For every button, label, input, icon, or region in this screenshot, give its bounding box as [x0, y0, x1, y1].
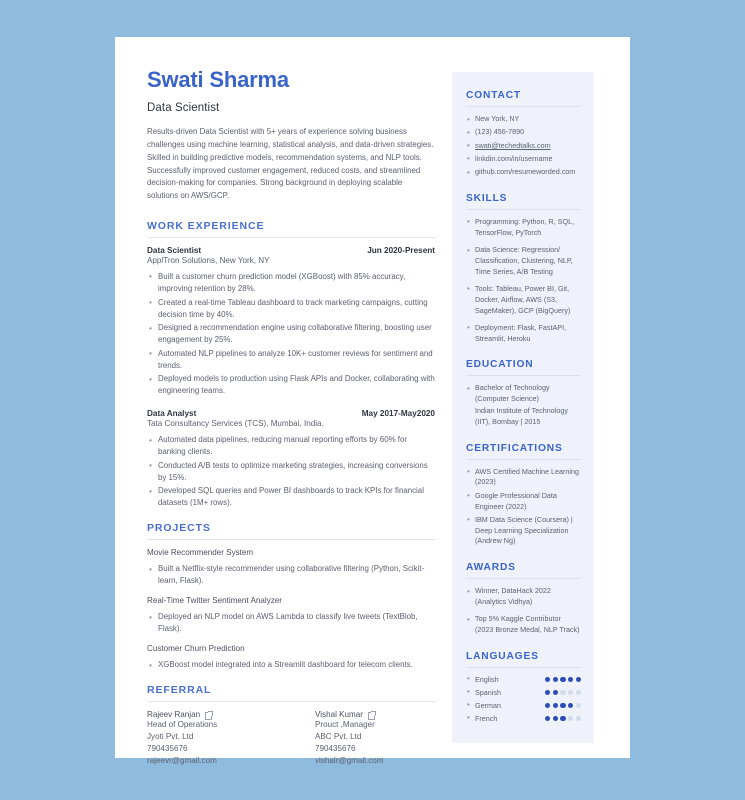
job-date-range: Jun 2020-Present	[367, 245, 435, 255]
skill-item: • Programming: Python, R, SQL, TensorFlow, PyTorch	[466, 217, 581, 239]
language-name: • French	[475, 713, 498, 723]
referral-email[interactable]: rajeevr@gmail.com	[147, 755, 217, 765]
contact-item: • (123) 456-7890	[466, 127, 581, 138]
job-role: Data Analyst	[147, 409, 197, 419]
project-entry	[147, 548, 435, 587]
sidebar-divider	[466, 106, 581, 107]
section-heading-projects: PROJECTS	[147, 522, 211, 535]
referral-entry	[147, 710, 291, 766]
language-row	[466, 675, 581, 684]
sidebar-divider	[466, 459, 581, 460]
proficiency-dot-filled	[560, 677, 565, 682]
skills-list	[466, 217, 581, 344]
referral-list	[147, 710, 435, 766]
project-name: Movie Recommender System	[147, 548, 254, 558]
job-company: Tata Consultancy Services (TCS), Mumbai, India.	[147, 419, 324, 429]
section-divider	[147, 701, 435, 702]
list-item: • Designed a recommendation engine using collaborative filtering, boosting user engagement by 25%.	[147, 322, 435, 346]
proficiency-dot-filled	[545, 703, 550, 708]
education-degree: Bachelor of Technology (Computer Science)	[475, 383, 550, 404]
education-item	[466, 383, 581, 427]
skill-item: • Tools: Tableau, Power BI, Git, Docker, Airflow, AWS (S3, SageMaker), GCP (BigQuery)	[466, 284, 581, 316]
contact-list	[466, 114, 581, 178]
list-item: • Automated data pipelines, reducing manual reporting efforts by 60% for banking clients.	[147, 434, 435, 458]
work-experience-entry	[147, 409, 435, 509]
sidebar-panel	[452, 72, 594, 743]
sidebar-heading-certifications: CERTIFICATIONS	[466, 442, 563, 454]
projects-list	[147, 548, 435, 671]
proficiency-dot-filled	[560, 703, 565, 708]
sidebar-heading-skills: SKILLS	[466, 192, 508, 204]
sidebar-heading-awards: AWARDS	[466, 562, 516, 574]
resume-document	[115, 37, 630, 765]
language-row	[466, 688, 581, 697]
language-proficiency-dots	[545, 690, 581, 695]
proficiency-dot-filled	[553, 716, 558, 721]
sidebar-divider	[466, 375, 581, 376]
proficiency-dot-filled	[576, 677, 581, 682]
job-date-range: May 2017-May2020	[361, 409, 435, 419]
awards-list	[466, 586, 581, 636]
language-proficiency-dots	[545, 716, 581, 721]
proficiency-dot-empty	[576, 703, 581, 708]
proficiency-dot-empty	[568, 716, 573, 721]
proficiency-dot-filled	[568, 703, 573, 708]
sidebar-heading-languages: LANGUAGES	[466, 650, 539, 662]
section-heading-work-experience: WORK EXPERIENCE	[147, 219, 265, 232]
list-item: • Built a customer churn prediction model (XGBoost) with 85% accuracy, improving retention by 28%.	[147, 271, 435, 295]
sidebar-divider	[466, 209, 581, 210]
proficiency-dot-empty	[576, 690, 581, 695]
award-item: • Winner, DataHack 2022 (Analytics Vidhya)	[466, 586, 581, 608]
language-name: • German	[475, 700, 501, 710]
certification-item: • IBM Data Science (Coursera) | Deep Learning Specialization (Andrew Ng)	[466, 515, 581, 547]
proficiency-dot-filled	[545, 690, 550, 695]
skill-item: • Data Science: Regression/ Classification, Clustering, NLP, Time Series, A/B Testing	[466, 245, 581, 277]
proficiency-dot-filled	[545, 677, 550, 682]
certification-item: • Google Professional Data Engineer (2022)	[466, 491, 581, 513]
referral-company: Jyoti Pvt. Ltd	[147, 732, 194, 742]
referral-name-row	[315, 710, 435, 719]
section-divider	[147, 237, 435, 238]
main-content-column	[115, 37, 452, 765]
certification-item: • AWS Certified Machine Learning (2023)	[466, 467, 581, 489]
skill-item: • Deployment: Flask, FastAPI, Streamlit, Heroku	[466, 323, 581, 345]
candidate-name: Swati Sharma	[147, 67, 289, 92]
referral-role: Head of Operations	[147, 720, 218, 730]
contact-item: • linkdin.com/in/username	[466, 154, 581, 165]
project-entry	[147, 596, 435, 635]
job-company: ApplTron Solutions, New York, NY	[147, 255, 270, 265]
certifications-list	[466, 467, 581, 548]
list-item: • Created a real-time Tableau dashboard to track marketing campaigns, cutting decision time by 40%.	[147, 297, 435, 321]
section-divider	[147, 539, 435, 540]
sidebar-column	[452, 37, 630, 758]
proficiency-dot-empty	[568, 690, 573, 695]
referral-phone: 790435676	[147, 743, 188, 753]
sidebar-divider	[466, 578, 581, 579]
proficiency-dot-filled	[553, 677, 558, 682]
contact-item: • github.com/resumeworded.com	[466, 167, 581, 178]
project-name: Customer Churn Prediction	[147, 644, 245, 654]
list-item: • Automated NLP pipelines to analyze 10K+ customer reviews for sentiment and trends.	[147, 348, 435, 372]
professional-summary: Results-driven Data Scientist with 5+ years of experience solving business challenges using machine learning, statistical analysis, and data-driven strategies. Skilled in building predictive models, recommendation systems, and NLP tools. Successfully improved customer engagement, reduced costs, and streamlined decision-making for companies. Strong background in deploying scalable solutions on AWS/GCP.	[147, 127, 434, 201]
languages-list	[466, 675, 581, 723]
referral-role: Prouct ,Manager	[315, 720, 375, 730]
proficiency-dot-filled	[560, 716, 565, 721]
referral-name: Rajeev Ranjan	[147, 710, 201, 720]
work-experience-list	[147, 246, 435, 509]
list-item: • Deployed models to production using Flask APIs and Docker, collaborating with engineering teams.	[147, 373, 435, 397]
proficiency-dot-filled	[545, 716, 550, 721]
external-link-icon[interactable]	[205, 711, 212, 718]
language-proficiency-dots	[545, 677, 581, 682]
job-header-row	[147, 246, 435, 255]
referral-name: Vishal Kumar	[315, 710, 363, 720]
language-name: • Spanish	[475, 687, 501, 697]
sidebar-divider	[466, 667, 581, 668]
education-list	[466, 383, 581, 427]
job-role: Data Scientist	[147, 245, 202, 255]
language-name: • English	[475, 674, 499, 684]
referral-phone: 790435676	[315, 743, 356, 753]
referral-email[interactable]: vishalr@gmail.com	[315, 755, 384, 765]
list-item: • Conducted A/B tests to optimize marketing strategies, increasing conversions by 15%.	[147, 460, 435, 484]
proficiency-dot-empty	[576, 716, 581, 721]
language-row	[466, 714, 581, 723]
language-proficiency-dots	[545, 703, 581, 708]
award-item: • Top 5% Kaggle Contributor (2023 Bronze Medal, NLP Track)	[466, 614, 581, 636]
project-entry	[147, 644, 435, 671]
contact-item[interactable]: • swati@techedtalks.com	[466, 141, 581, 152]
referral-company: ABC Pvt. Ltd	[315, 732, 362, 742]
sidebar-heading-education: EDUCATION	[466, 359, 534, 371]
work-experience-entry	[147, 246, 435, 397]
candidate-title: Data Scientist	[147, 102, 220, 115]
education-school: Indian Institute of Technology (IIT), Bombay | 2015	[475, 406, 568, 426]
proficiency-dot-filled	[553, 690, 558, 695]
job-header-row	[147, 409, 435, 418]
section-heading-referral: REFERRAL	[147, 684, 212, 697]
language-row	[466, 701, 581, 710]
proficiency-dot-empty	[560, 690, 565, 695]
referral-name-row	[147, 710, 291, 719]
sidebar-heading-contact: CONTACT	[466, 90, 521, 101]
list-item: • Developed SQL queries and Power BI dashboards to track KPIs for financial datasets (1M+ rows).	[147, 485, 435, 509]
referral-entry	[291, 710, 435, 766]
contact-item: • New York, NY	[466, 114, 581, 125]
proficiency-dot-filled	[568, 677, 573, 682]
list-item: • Deployed an NLP model on AWS Lambda to classify live tweets (TextBlob, Flask).	[147, 611, 435, 635]
external-link-icon[interactable]	[368, 711, 375, 718]
project-name: Real-Time Twitter Sentiment Analyzer	[147, 596, 282, 606]
proficiency-dot-filled	[553, 703, 558, 708]
list-item: • Built a Netflix-style recommender using collaborative filtering (Python, Scikit-learn, Flask).	[147, 563, 435, 587]
list-item: • XGBoost model integrated into a Streamlit dashboard for telecom clients.	[147, 659, 435, 671]
